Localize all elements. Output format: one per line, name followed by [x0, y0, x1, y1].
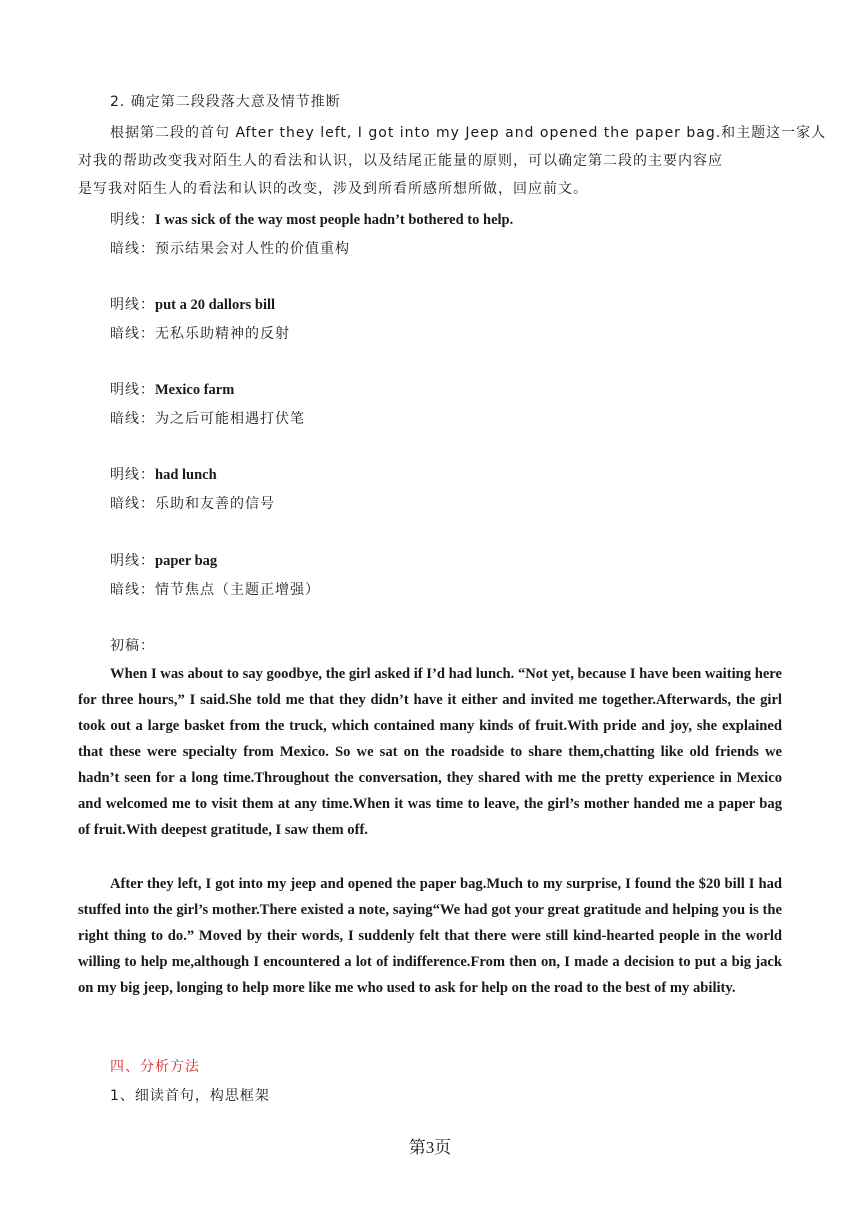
explicit-clue [110, 380, 234, 400]
section-heading: 四、分析方法 [110, 1059, 200, 1075]
draft-label: 初稿： [110, 638, 155, 654]
explicit-label: 明线： [110, 297, 155, 313]
explicit-label: 明线： [110, 212, 155, 228]
implicit-label: 暗线： [110, 411, 155, 427]
implicit-clue [110, 580, 320, 600]
implicit-label: 暗线： [110, 326, 155, 342]
explicit-label: 明线： [110, 553, 155, 569]
intro-line: 对我的帮助改变我对陌生人的看法和认识，以及结尾正能量的原则，可以确定第二段的主要内容应 [78, 153, 723, 169]
intro-line: 根据第二段的首句 After they left, I got into my Jeep and opened the paper bag.和主题这一家人 [110, 125, 827, 141]
explicit-text: put a 20 dallors bill [155, 297, 276, 313]
explicit-text: I was sick of the way most people hadn’t bothered to help. [155, 212, 514, 228]
implicit-text: 情节焦点（主题正增强） [155, 582, 320, 598]
explicit-label: 明线： [110, 382, 155, 398]
implicit-text: 预示结果会对人性的价值重构 [155, 241, 350, 257]
implicit-text: 乐助和友善的信号 [155, 496, 275, 512]
explicit-clue [110, 465, 217, 485]
draft-paragraph [78, 871, 782, 1001]
implicit-text: 无私乐助精神的反射 [155, 326, 290, 342]
explicit-clue [110, 551, 217, 571]
implicit-clue [110, 494, 275, 514]
explicit-clue [110, 210, 513, 230]
explicit-text: paper bag [155, 553, 218, 569]
section-heading: 2. 确定第二段段落大意及情节推断 [110, 94, 341, 110]
draft-paragraph [78, 661, 782, 843]
implicit-clue [110, 239, 350, 259]
page-number: 第3页 [408, 1138, 452, 1157]
explicit-label: 明线： [110, 467, 155, 483]
implicit-label: 暗线： [110, 241, 155, 257]
draft-paragraph-text: After they left, I got into my jeep and opened the paper bag.Much to my surprise, I found the $20 bill I had stuffed into the girl’s mother.There existed a note, saying“We had got your great gratitude and helping you is the right thing to do.” Moved by their words, I suddenly felt that there were still kind-hearted people in the world willing to help me,although I encountered a lot of indifference.From then on, I made a decision to put a big jack on my big jeep, longing to help more like me who used to ask for help on the road to the best of my ability. [78, 876, 782, 996]
subsection-heading: 1、细读首句，构思框架 [110, 1088, 270, 1104]
intro-line: 是写我对陌生人的看法和认识的改变，涉及到所看所感所想所做，回应前文。 [78, 181, 588, 197]
draft-paragraph-text: When I was about to say goodbye, the girl asked if I’d had lunch. “Not yet, because I have been waiting here for three hours,” I said.She told me that they didn’t have it either and invited me together.Afterwards, the girl took out a large basket from the truck, which contained many kinds of fruit.With pride and joy, she explained that these were specialty from Mexico. So we sat on the roadside to share them,chatting like old friends we hadn’t seen for a long time.Throughout the conversation, they shared with me the pretty experience in Mexico and welcomed me to visit them at any time.When it was time to leave, the girl’s mother handed me a paper bag of fruit.With deepest gratitude, I saw them off. [78, 666, 782, 838]
explicit-text: had lunch [155, 467, 217, 483]
implicit-clue [110, 324, 290, 344]
implicit-text: 为之后可能相遇打伏笔 [155, 411, 305, 427]
explicit-clue [110, 295, 275, 315]
implicit-clue [110, 409, 305, 429]
implicit-label: 暗线： [110, 496, 155, 512]
explicit-text: Mexico farm [155, 382, 235, 398]
implicit-label: 暗线： [110, 582, 155, 598]
